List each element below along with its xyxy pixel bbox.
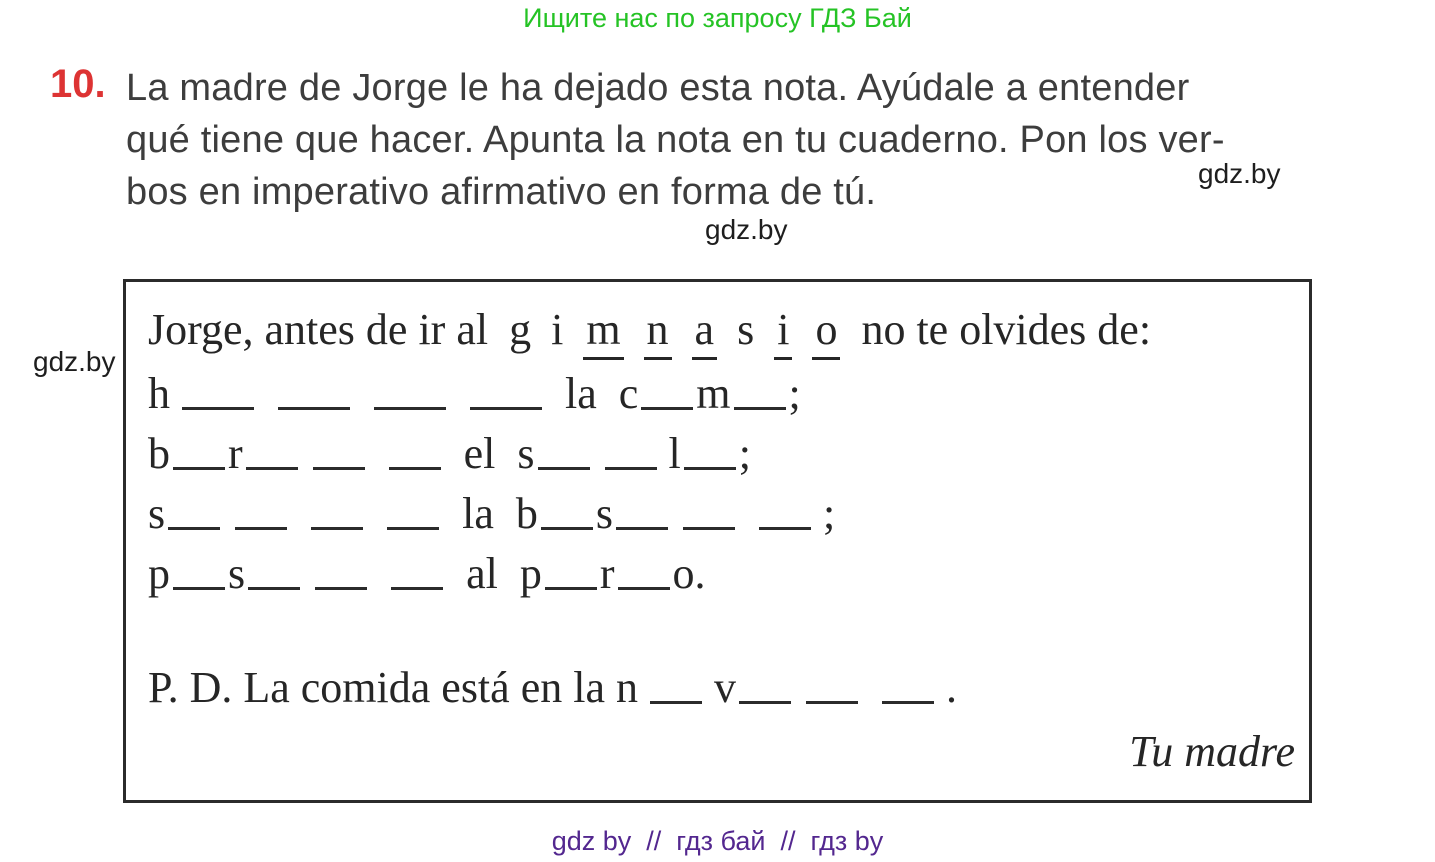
task-line: La madre de Jorge le ha dejado esta nota. Ayúdale a entender	[126, 67, 1190, 109]
spaced-letter: m	[583, 304, 623, 360]
promo-banner: Ищите нас по запросу ГДЗ Бай	[523, 3, 912, 33]
note-text: ;	[738, 429, 752, 478]
task-text	[126, 62, 1391, 218]
note-text: el s	[452, 429, 535, 478]
footer-text: gdz by // гдз бай // гдз by	[551, 826, 884, 856]
fill-in-blank	[538, 461, 590, 470]
fill-in-blank	[683, 521, 735, 530]
note-text: ;	[788, 369, 801, 418]
fill-in-blank	[168, 521, 220, 530]
fill-in-blank	[313, 461, 365, 470]
fill-in-blank	[541, 521, 593, 530]
note-line	[148, 488, 835, 539]
spaced-letter: n	[644, 304, 672, 360]
fill-in-blank	[235, 521, 287, 530]
note-text: .	[945, 663, 957, 712]
fill-in-blank	[882, 695, 934, 704]
note-text: al p	[455, 549, 542, 598]
spaced-letter: a	[692, 304, 718, 360]
fill-in-blank	[684, 461, 736, 470]
fill-in-blank	[734, 401, 786, 410]
note-line	[148, 662, 957, 713]
note-text: m	[696, 369, 731, 418]
note-line	[148, 368, 801, 419]
exercise-number: 10.	[50, 62, 106, 106]
task-line: qué tiene que hacer. Apunta la nota en tu cuaderno. Pon los ver-	[126, 119, 1225, 161]
note-text: b	[148, 429, 170, 478]
spaced-letter: s	[737, 305, 755, 354]
fill-in-blank	[315, 581, 367, 590]
note-text: no te olvides de:	[850, 305, 1152, 354]
spaced-letter: i	[551, 305, 564, 354]
note-text: p	[148, 549, 170, 598]
fill-in-blank	[650, 695, 702, 704]
fill-in-blank	[641, 401, 693, 410]
fill-in-blank	[387, 521, 439, 530]
fill-in-blank	[173, 461, 225, 470]
note-text: la c	[554, 369, 639, 418]
fill-in-blank	[391, 581, 443, 590]
fill-in-blank	[759, 521, 811, 530]
note-text: s	[595, 489, 614, 538]
fill-in-blank	[616, 521, 668, 530]
note-text: v	[713, 663, 736, 712]
fill-in-blank	[545, 581, 597, 590]
fill-in-blank	[739, 695, 791, 704]
fill-in-blank	[605, 461, 657, 470]
note-text: Jorge, antes de ir al	[148, 305, 500, 354]
note-line	[148, 548, 706, 599]
note-text: h	[148, 369, 170, 418]
fill-in-blank	[311, 521, 363, 530]
fill-in-blank	[182, 401, 254, 410]
gdz-watermark: gdz.by	[1198, 158, 1281, 189]
spaced-letter: i	[774, 304, 792, 360]
note-text: ;	[823, 489, 836, 538]
fill-in-blank	[278, 401, 350, 410]
fill-in-blank	[389, 461, 441, 470]
fill-in-blank	[173, 581, 225, 590]
note-line	[148, 304, 1151, 360]
note-text: r	[599, 549, 615, 598]
note-text: l	[668, 429, 681, 478]
spaced-letter: o	[812, 304, 840, 360]
fill-in-blank	[806, 695, 858, 704]
gdz-watermark: gdz.by	[33, 346, 116, 377]
note-signature: Tu madre	[1129, 727, 1295, 776]
fill-in-blank	[470, 401, 542, 410]
spaced-letter: g	[509, 305, 532, 354]
task-line: bos en imperativo afirmativo en forma de tú.	[126, 171, 877, 213]
fill-in-blank	[248, 581, 300, 590]
note-text: s	[228, 549, 246, 598]
note-text: P. D. La comida está en la n	[148, 663, 638, 712]
fill-in-blank	[618, 581, 670, 590]
fill-in-blank	[246, 461, 298, 470]
note-text: s	[148, 489, 166, 538]
note-text: r	[228, 429, 243, 478]
fill-in-blank	[374, 401, 446, 410]
note-text: la b	[451, 489, 538, 538]
gdz-watermark: gdz.by	[705, 214, 788, 245]
note-text: o.	[672, 549, 706, 598]
note-line	[148, 428, 751, 479]
